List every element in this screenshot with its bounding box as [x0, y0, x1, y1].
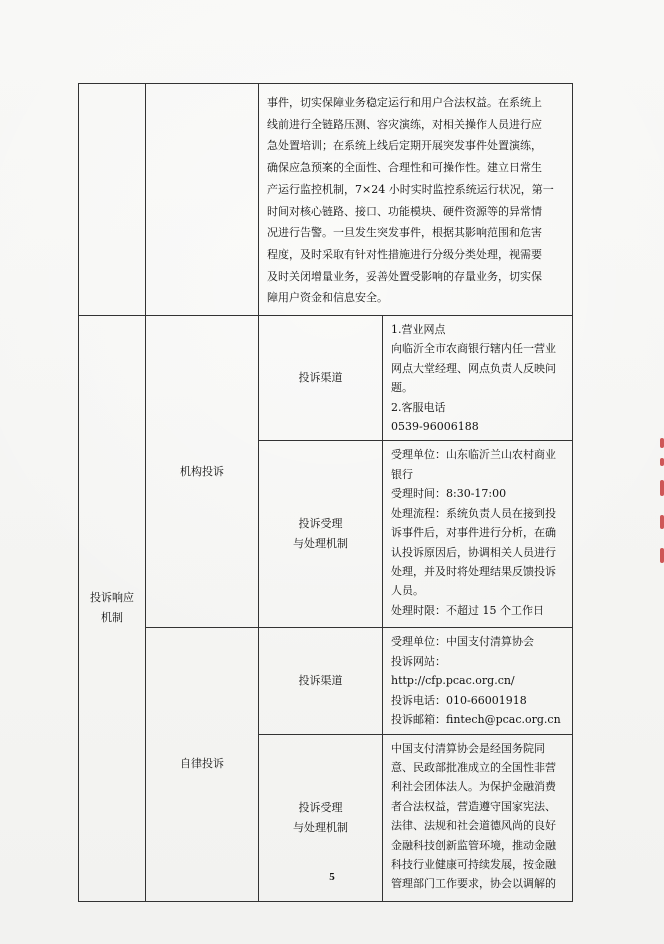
page-number: 5	[329, 871, 335, 883]
table-row	[79, 316, 573, 441]
institution-mechanism-label: 投诉受理 与处理机制	[259, 441, 383, 628]
table-row	[79, 84, 573, 316]
institution-mechanism-text: 受理单位：山东临沂兰山农村商业 银行 受理时间：8:30-17:00 处理流程：系统负责人员在接到投 诉事件后，对事件进行分析，在确 认投诉原因后，协调相关人员进行 处理，并及时将处理结果反馈投诉 人员。 处理时限：不超过 15 个工作日	[383, 441, 573, 628]
scan-mark	[660, 438, 664, 448]
scan-mark	[660, 480, 664, 496]
complaint-mechanism-table	[78, 83, 573, 902]
institution-complaint-label: 机构投诉	[146, 316, 259, 628]
table-row	[79, 628, 573, 734]
section-label: 投诉响应 机制	[79, 316, 146, 901]
institution-channel-text: 1.营业网点 向临沂全市农商银行辖内任一营业 网点大堂经理、网点负责人反映问 题。 2.客服电话 0539-96006188	[383, 316, 573, 441]
selfreg-mechanism-text: 中国支付清算协会是经国务院同 意、民政部批准成立的全国性非营 利社会团体法人。为保护金融消费 者合法权益，营造遵守国家宪法、 法律、法规和社会道德风尚的良好 金融科技创新监管环境，推动金融 科技行业健康可持续发展，按金融 管理部门工作要求，协会以调解的	[383, 734, 573, 901]
scan-mark	[660, 515, 664, 529]
empty-cell	[146, 84, 259, 316]
emergency-response-text: 事件，切实保障业务稳定运行和用户合法权益。在系统上 线前进行全链路压测、容灾演练，对相关操作人员进行应 急处置培训；在系统上线后定期开展突发事件处置演练， 确保应急预案的全面性、合理性和可操作性。建立日常生 产运行监控机制，7×24 小时实时监控系统运行状况，第一 时间对核心链路、接口、功能模块、硬件资源等的异常情 况进行告警。一旦发生突发事件，根据其影响范围和危害 程度，及时采取有针对性措施进行分级分类处理，视需要 及时关闭增量业务，妥善处置受影响的存量业务，切实保 障用户资金和信息安全。	[259, 84, 573, 316]
selfreg-complaint-label: 自律投诉	[146, 628, 259, 901]
empty-cell	[79, 84, 146, 316]
scan-mark	[660, 458, 664, 466]
selfreg-channel-label: 投诉渠道	[259, 628, 383, 734]
scan-mark	[660, 548, 664, 563]
institution-channel-label: 投诉渠道	[259, 316, 383, 441]
selfreg-channel-text: 受理单位：中国支付清算协会 投诉网站： http://cfp.pcac.org.cn/ 投诉电话：010-66001918 投诉邮箱：fintech@pcac.org.cn	[383, 628, 573, 734]
selfreg-mechanism-label: 投诉受理 与处理机制	[259, 734, 383, 901]
